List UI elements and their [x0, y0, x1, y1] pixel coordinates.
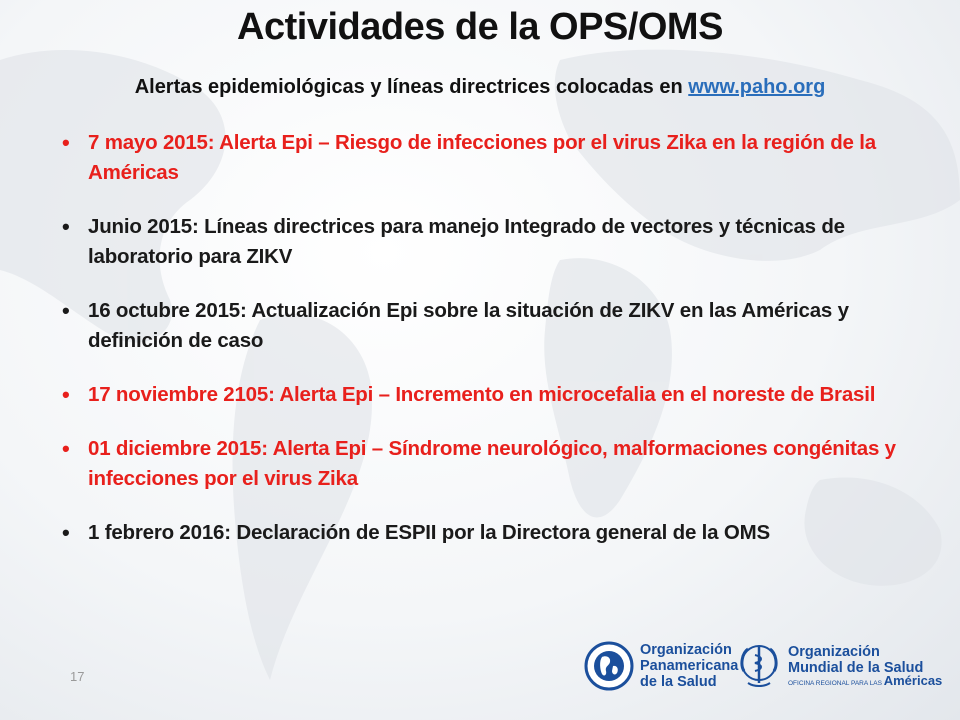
who-sub-text: OFICINA REGIONAL PARA LAS [788, 679, 882, 687]
bullet-item-alert-neurological: • 01 diciembre 2015: Alerta Epi – Síndrome neurológico, malformaciones congénitas y infecciones por el virus Zika [62, 434, 932, 494]
subtitle-text: Alertas epidemiológicas y líneas directrices colocadas en [134, 76, 689, 98]
who-name-line1: Organización [788, 643, 880, 660]
bullet-item-alert-zika: • 7 mayo 2015: Alerta Epi – Riesgo de infecciones por el virus Zika en la región de la Américas [62, 128, 932, 188]
paho-name-line2: Panamericana [640, 658, 739, 674]
bullet-item-alert-microcephaly: • 17 noviembre 2105: Alerta Epi – Incremento en microcefalia en el noreste de Brasil [62, 380, 932, 410]
who-name-line2: Mundial de la Salud [788, 659, 924, 676]
bullet-item-espii: • 1 febrero 2016: Declaración de ESPII por la Directora general de la OMS [62, 518, 932, 548]
paho-logo [584, 634, 738, 698]
page-title: Actividades de la OPS/OMS [237, 6, 723, 48]
bullet-list [62, 128, 932, 572]
bullet-item-epi-update: • 16 octubre 2015: Actualización Epi sobre la situación de ZIKV en las Américas y definición de caso [62, 296, 932, 356]
subtitle [0, 76, 960, 99]
page-number: 17 [70, 669, 85, 684]
paho-name-line1: Organización [640, 642, 732, 658]
who-emblem-icon [736, 641, 782, 691]
paho-name-line3: de la Salud [640, 674, 717, 690]
paho-link[interactable]: www.paho.org [688, 76, 826, 98]
paho-emblem-icon [584, 641, 634, 691]
who-logo [736, 634, 942, 698]
bullet-item-guidelines: • Junio 2015: Líneas directrices para manejo Integrado de vectores y técnicas de laboratorio para ZIKV [62, 212, 932, 272]
who-sub-bold: Américas [883, 672, 943, 688]
